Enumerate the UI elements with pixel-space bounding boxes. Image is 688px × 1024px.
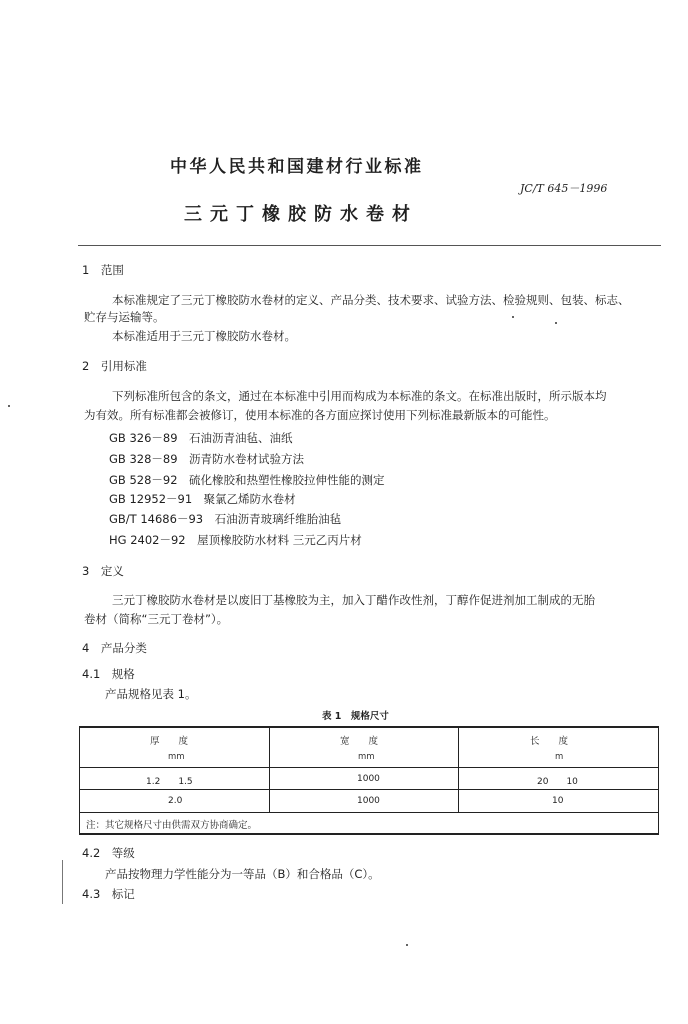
table-unit-length: m: [555, 752, 564, 762]
table-cell: 20 10: [537, 777, 578, 787]
header-rule: [78, 245, 661, 246]
reference-item: HG 2402－92 屋顶橡胶防水材料 三元乙丙片材: [109, 533, 362, 547]
section-2-paragraph-line2: 为有效。所有标准都会被修订，使用本标准的各方面应探讨使用下列标准最新版本的可能性。: [84, 408, 556, 422]
standard-code: JC/T 645－1996: [520, 182, 608, 195]
section-3-paragraph-line2: 卷材（简称“三元丁卷材”）。: [84, 612, 229, 626]
scan-speck: [512, 316, 514, 318]
table-unit-thickness: mm: [168, 752, 185, 762]
scan-speck: [8, 405, 10, 407]
table-right-border: [658, 726, 659, 834]
scan-edge-mark: [62, 860, 63, 904]
section-3-paragraph-line1: 三元丁橡胶防水卷材是以废旧丁基橡胶为主，加入丁醋作改性剂，丁醇作促进剂加工制成的无胎: [112, 593, 595, 607]
reference-item: GB 12952－91 聚氯乙烯防水卷材: [109, 492, 296, 506]
reference-item: GB 326－89 石油沥青油毡、油纸: [109, 431, 293, 445]
table-top-border: [79, 726, 659, 728]
table-cell: 1.2 1.5: [146, 777, 193, 787]
reference-item: GB 528－92 硫化橡胶和热塑性橡胶拉伸性能的测定: [109, 473, 385, 487]
scan-speck: [406, 944, 408, 946]
section-1-paragraph-2: 本标准适用于三元丁橡胶防水卷材。: [112, 329, 296, 343]
table-header-divider: [79, 767, 659, 768]
table-cell: 10: [552, 796, 564, 806]
table-cell: 1000: [357, 774, 380, 784]
reference-item: GB 328－89 沥青防水卷材试验方法: [109, 452, 305, 466]
table-header-thickness: 厚 度: [150, 736, 189, 747]
section-3-heading: 3 定义: [82, 564, 124, 578]
table-row-divider: [79, 789, 659, 790]
table-column-divider: [458, 726, 459, 812]
table-left-border: [79, 726, 80, 834]
section-1-paragraph-line2: 贮存与运输等。: [84, 310, 165, 324]
section-4-2-text: 产品按物理力学性能分为一等品（B）和合格品（C）。: [105, 867, 380, 881]
table-note-divider: [79, 812, 659, 813]
table-unit-width: mm: [358, 752, 375, 762]
section-4-3-heading: 4.3 标记: [82, 887, 135, 901]
issuing-organization: 中华人民共和国建材行业标准: [170, 157, 424, 177]
section-2-heading: 2 引用标准: [82, 359, 147, 373]
table-cell: 2.0: [168, 796, 183, 806]
table-header-width: 宽 度: [340, 736, 379, 747]
section-1-paragraph-line1: 本标准规定了三元丁橡胶防水卷材的定义、产品分类、技术要求、试验方法、检验规则、包装、标志、: [112, 293, 630, 307]
table-note: 注：其它规格尺寸由供需双方协商确定。: [86, 820, 258, 831]
table-header-length: 长 度: [530, 736, 569, 747]
section-4-1-text: 产品规格见表 1。: [105, 687, 197, 701]
section-4-1-heading: 4.1 规格: [82, 667, 135, 681]
document-title: 三元丁橡胶防水卷材: [184, 204, 418, 225]
scan-speck: [555, 322, 557, 324]
section-4-2-heading: 4.2 等级: [82, 846, 135, 860]
table-column-divider: [269, 726, 270, 812]
section-1-heading: 1 范围: [82, 263, 124, 277]
section-4-heading: 4 产品分类: [82, 641, 147, 655]
section-2-paragraph-line1: 下列标准所包含的条文，通过在本标准中引用而构成为本标准的条文。在标准出版时，所示版本均: [112, 389, 607, 403]
table-cell: 1000: [357, 796, 380, 806]
table-caption: 表 1 规格尺寸: [322, 711, 389, 722]
table-bottom-border: [79, 833, 659, 835]
reference-item: GB/T 14686－93 石油沥青玻璃纤维胎油毡: [109, 512, 342, 526]
